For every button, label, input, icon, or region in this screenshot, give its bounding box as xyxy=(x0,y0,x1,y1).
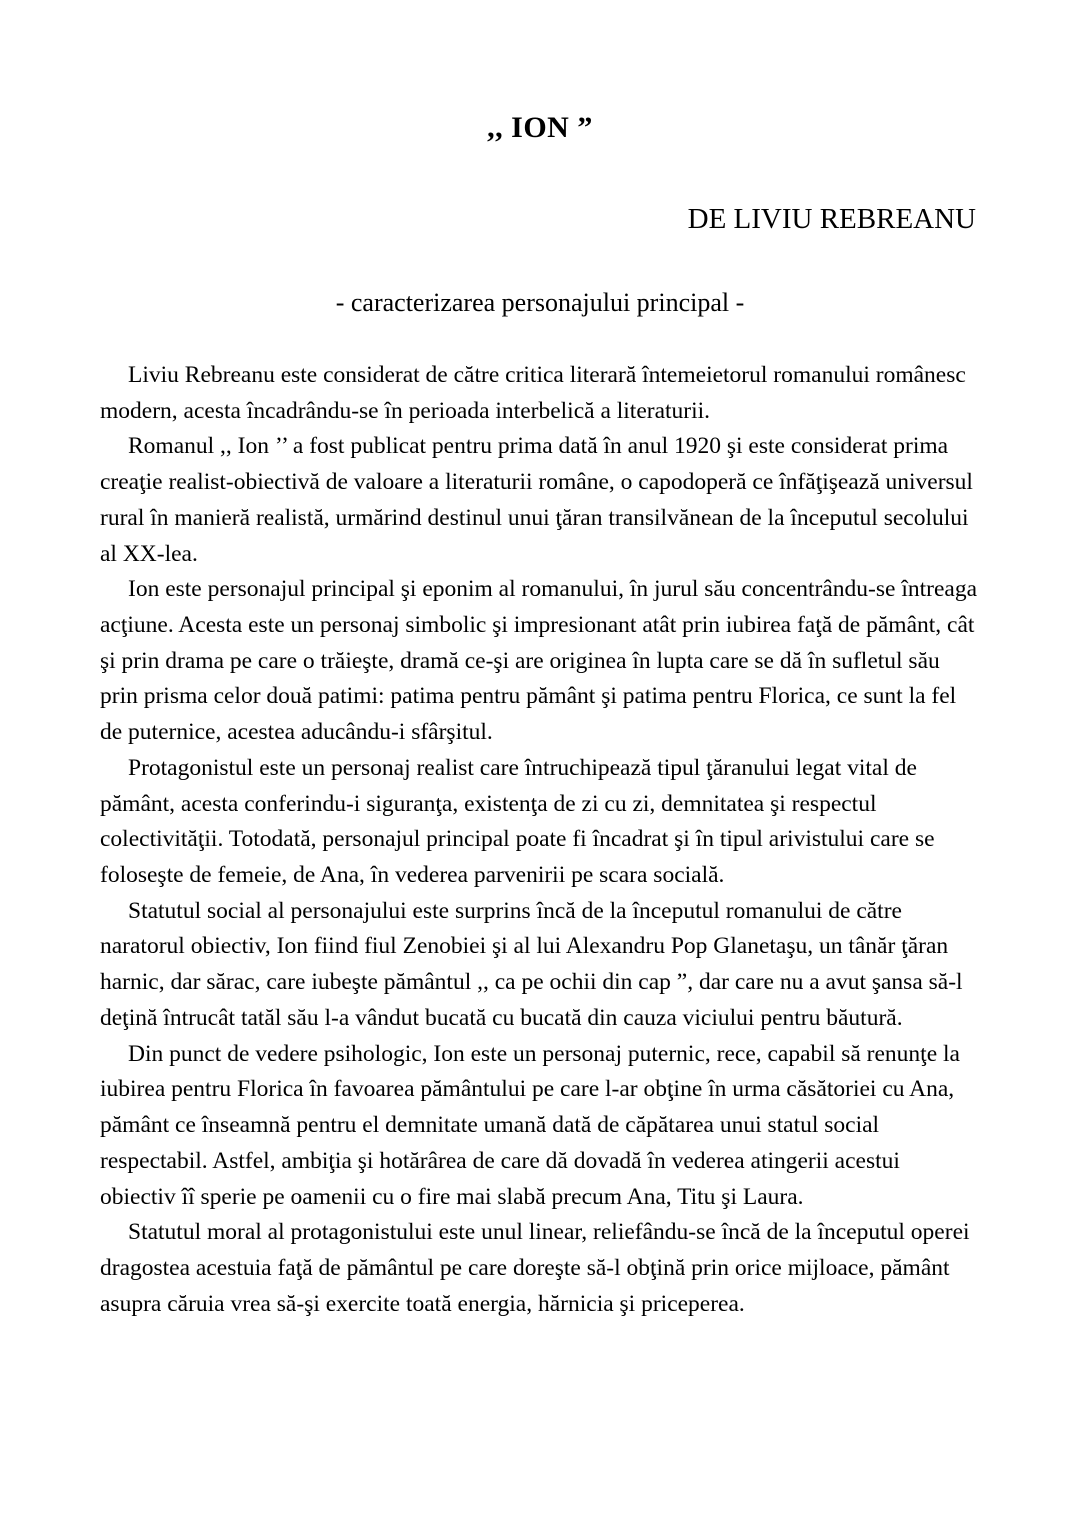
paragraph: Protagonistul este un personaj realist care întruchipează tipul ţăranului legat vital de pământ, acesta conferindu-i siguranţa, existenţa de zi cu zi, demnitatea şi respectul colectivităţii. Totodată, personajul principal poate fi încadrat şi în tipul arivistului care se foloseşte de femeie, de Ana, în vederea parvenirii pe scara socială. xyxy=(100,754,935,889)
document-body xyxy=(100,358,980,1322)
document-author: DE LIVIU REBREANU xyxy=(687,203,976,235)
paragraph: Din punct de vedere psihologic, Ion este un personaj puternic, rece, capabil să renunţe la iubirea pentru Florica în favoarea pământului pe care l-ar obţine în urma căsătoriei cu Ana, pământ ce înseamnă pentru el demnitate umană dată de căpătarea unui statul social respectabil. Astfel, ambiţia şi hotărârea de care dă dovadă în vederea atingerii acestui obiectiv îî sperie pe oamenii cu o fire mai slabă precum Ana, Titu şi Laura. xyxy=(100,1040,960,1210)
paragraph: Statutul moral al protagonistului este unul linear, reliefându-se încă de la începutul operei dragostea acestuia faţă de pământul pe care doreşte să-l obţină prin orice mijloace, pământ asupra căruia vrea să-şi exercite toată energia, hărnicia şi priceperea. xyxy=(100,1219,970,1317)
paragraph: Statutul social al personajului este surprins încă de la începutul romanului de către naratorul obiectiv, Ion fiind fiul Zenobiei şi al lui Alexandru Pop Glanetaşu, un tânăr ţăran harnic, dar sărac, care iubeşte pământul ,, ca pe ochii din cap ”, dar care nu a avut şansa să-l deţină întrucât tatăl său l-a vândut bucată cu bucată din cauza viciului pentru băutură. xyxy=(100,897,963,1031)
paragraph: Ion este personajul principal şi eponim al romanului, în jurul său concentrându-se întreaga acţiune. Acesta este un personaj simbolic şi impresionant atât prin iubirea faţă de pământ, cât şi prin drama pe care o trăieşte, dramă ce-şi are originea în lupta care se dă în sufletul său prin prisma celor două patimi: patima pentru pământ şi patima pentru Florica, ce sunt la fel de puternice, acestea aducându-i sfârşitul. xyxy=(100,576,978,746)
page-title: ,, ION ” xyxy=(487,111,593,144)
document-subtitle: - caracterizarea personajului principal - xyxy=(335,287,745,317)
paragraph: Romanul ,, Ion ’’ a fost publicat pentru prima dată în anul 1920 şi este considerat prima creaţie realist-obiectivă de valoare a literaturii române, o capodoperă ce înfăţişează universul rural în manieră realistă, urmărind destinul unui ţăran transilvănean de la începutul secolului al XX-lea. xyxy=(100,433,973,567)
paragraph: Liviu Rebreanu este considerat de către critica literară întemeietorul romanului românesc modern, acesta încadrându-se în perioada interbelică a literaturii. xyxy=(100,361,966,424)
